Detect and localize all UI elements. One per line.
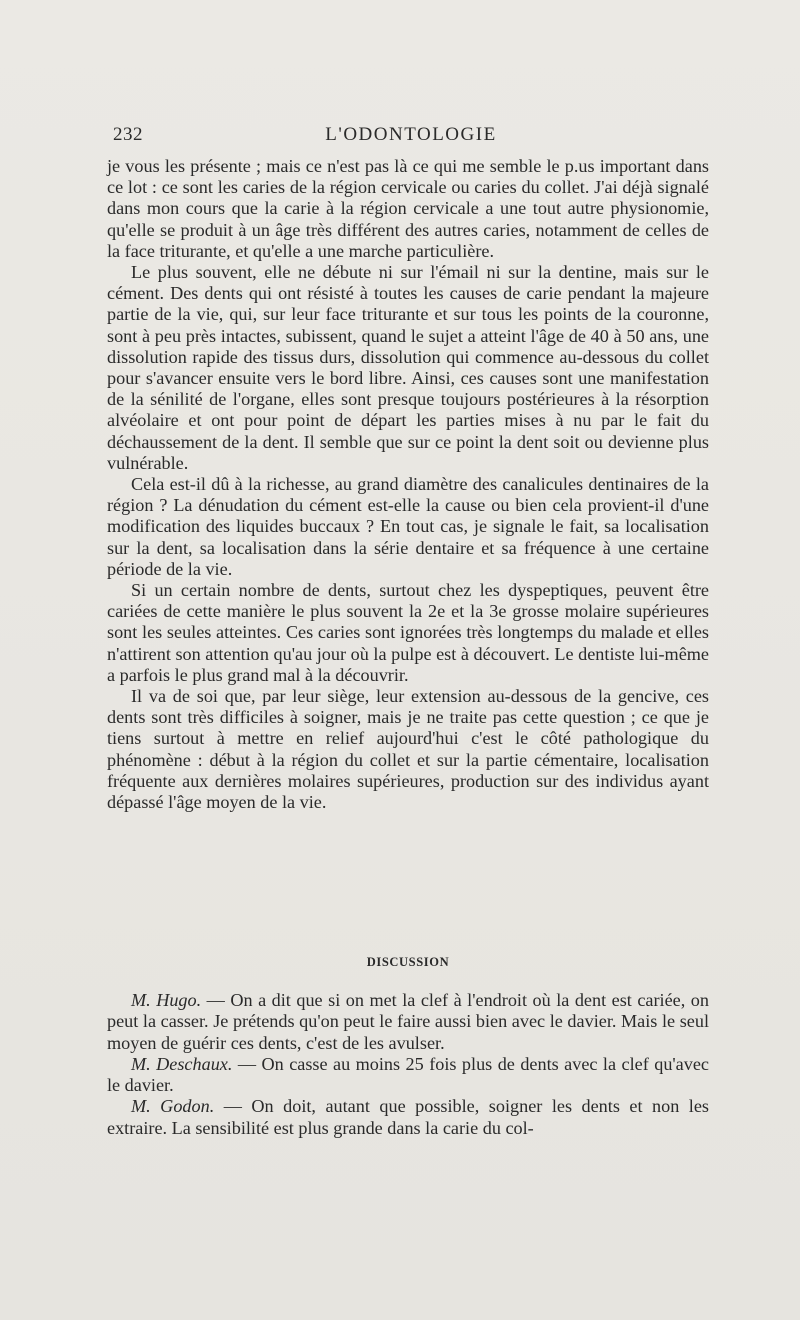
running-title: L'ODONTOLOGIE xyxy=(325,124,497,145)
speaker-remark: — On casse au moins 25 fois plus de dents avec la clef qu'avec le davier. xyxy=(107,1053,709,1096)
paragraph: Cela est-il dû à la richesse, au grand diamètre des canalicules dentinaires de la région ? La dénudation du cément est-elle la cause ou bien cela provient-il d'une modification des liquides buccaux ? En tout cas, je signale le fait, sa localisation sur la dent, sa localisation dans la série dentaire et sa fréquence à une certaine période de la vie. xyxy=(107,474,709,579)
body-text xyxy=(107,156,709,813)
discussion-entry xyxy=(107,1096,709,1139)
section-heading: DISCUSSION xyxy=(366,955,450,969)
discussion-text xyxy=(107,990,709,1139)
paragraph: Le plus souvent, elle ne débute ni sur l'émail ni sur la dentine, mais sur le cément. Des dents qui ont résisté à toutes les causes de carie pendant la majeure partie de la vie, qui, sur leur face triturante et sur tous les points de la couronne, sont à peu près intactes, subissent, quand le sujet a atteint l'âge de 40 à 50 ans, une dissolution rapide des tissus durs, dissolution qui commence au-dessous du collet pour s'avancer ensuite vers le bord libre. Ainsi, ces causes sont une manifestation de la sénilité de l'organe, elles sont presque toujours postérieures à la résorption alvéolaire et ont pour point de départ les parties mises à nu par le fait du déchaussement de la dent. Il semble que sur ce point la dent soit ou devienne plus vulnérable. xyxy=(107,262,709,473)
page-header xyxy=(113,124,709,150)
paragraph: je vous les présente ; mais ce n'est pas là ce qui me semble le p.us important dans ce lot : ce sont les caries de la région cervicale ou caries du collet. J'ai déjà signalé dans mon cours que la carie à la région cervicale a une tout autre physionomie, qu'elle se produit à un âge très différent des autres caries, notamment de celles de la face triturante, et qu'elle a une marche particulière. xyxy=(107,156,709,261)
speaker-remark: — On doit, autant que possible, soigner les dents et non les extraire. La sensibilité est plus grande dans la carie du col- xyxy=(107,1096,709,1138)
paragraph: Il va de soi que, par leur siège, leur extension au-dessous de la gencive, ces dents sont très difficiles à soigner, mais je ne traite pas cette question ; ce que je tiens surtout à mettre en relief aujourd'hui c'est le côté pathologique du phénomène : début à la région du collet et sur la partie cémentaire, localisation fréquente aux dernières molaires supérieures, production sur des individus ayant dépassé l'âge moyen de la vie. xyxy=(107,686,709,813)
speaker-remark: — On a dit que si on met la clef à l'endroit où la dent est cariée, on peut la casser. Je prétends qu'on peut le faire aussi bien avec le davier. Mais le seul moyen de guérir ces dents, c'est de les avulser. xyxy=(107,990,709,1053)
discussion-entry xyxy=(107,990,709,1054)
page-number: 232 xyxy=(113,124,143,145)
speaker-name: M. Deschaux. xyxy=(131,1053,233,1074)
discussion-entry xyxy=(107,1054,709,1097)
speaker-name: M. Godon. xyxy=(131,1096,215,1117)
paragraph: Si un certain nombre de dents, surtout chez les dyspeptiques, peuvent être cariées de cette manière le plus souvent la 2e et la 3e grosse molaire supérieures sont les seules atteintes. Ces caries sont ignorées très longtemps du malade et elles n'attirent son attention qu'au jour où la pulpe est à découvert. Le dentiste lui-même a parfois le plus grand mal à la découvrir. xyxy=(107,580,709,685)
speaker-name: M. Hugo. xyxy=(131,990,202,1010)
